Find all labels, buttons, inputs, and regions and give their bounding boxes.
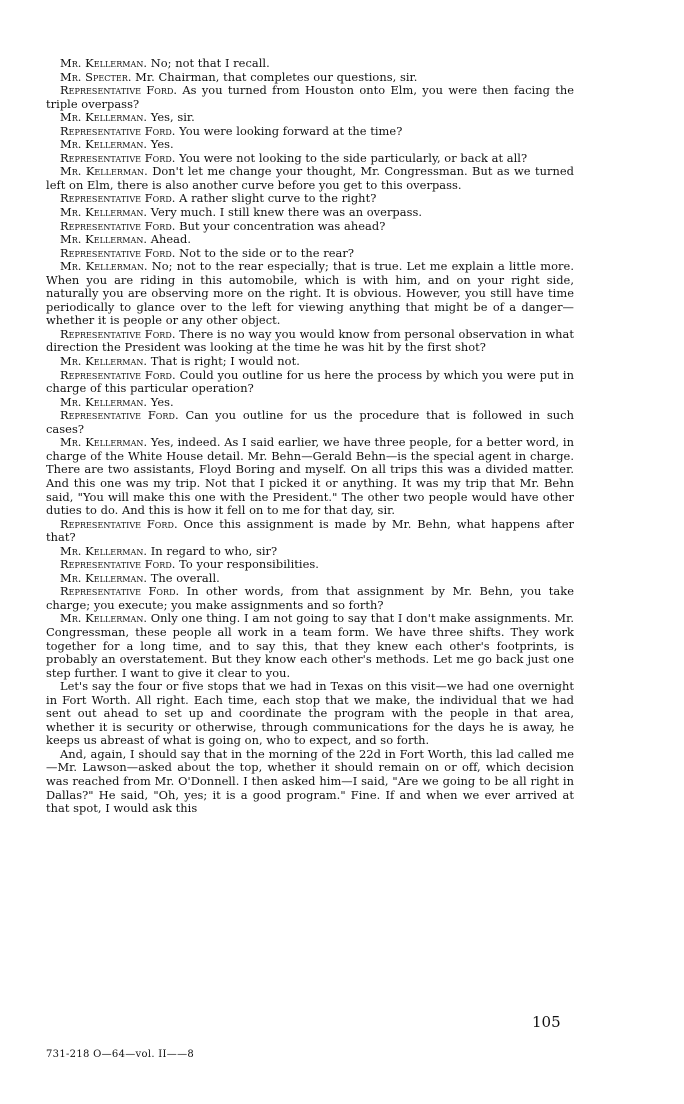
testimony-paragraph xyxy=(46,680,574,748)
speaker-name: Representative Ford. xyxy=(60,326,176,341)
testimony-paragraph xyxy=(46,84,574,111)
testimony-paragraph xyxy=(46,57,574,71)
statement-text: The overall. xyxy=(150,570,220,585)
testimony-paragraph xyxy=(46,369,574,396)
statement-text: A rather slight curve to the right? xyxy=(179,191,377,206)
statement-text: In regard to who, sir? xyxy=(150,543,278,558)
statement-text: No; not to the rear especially; that is true. Let me explain a little more. When you are riding in this automobile, which is with him, and on your right side, naturally you are observing more on the right. It is obvious. However, you still have time periodically to glance over to the left for viewing anything that might be of a danger—whether it is people or any other object. xyxy=(46,259,574,328)
statement-text: Yes. xyxy=(150,394,174,409)
speaker-name: Mr. Kellerman. xyxy=(60,543,148,558)
speaker-name: Mr. Kellerman. xyxy=(60,259,148,274)
speaker-name: Mr. Kellerman. xyxy=(60,394,148,409)
speaker-name: Mr. Kellerman. xyxy=(60,137,148,152)
testimony-paragraph xyxy=(46,518,574,545)
statement-text: Only one thing. I am not going to say that I don't make assignments. Mr. Congressman, these people all work in a team form. We have three shifts. They work together for a long time, and to say this, that they knew each other's footprints, is probably an overstatement. But they know each other's methods. Let me go back just one step further. I want to give it clear to you. xyxy=(46,611,575,680)
speaker-name: Representative Ford. xyxy=(60,150,176,165)
statement-text: Once this assignment is made by Mr. Behn, what happens after that? xyxy=(46,516,574,545)
speaker-name: Mr. Specter. xyxy=(60,69,132,84)
speaker-name: Representative Ford. xyxy=(60,408,179,423)
testimony-paragraph xyxy=(46,328,574,355)
statement-text: Let's say the four or five stops that we had in Texas on this visit—we had one overnight in Fort Worth. All right. Each time, each stop that we make, the individual that we had sent out ahead to set up and coordinate the program with the people in that area, whether it is security or otherwise, through communications for the days he is away, he keeps us abreast of what is going on, who to expect, and so forth. xyxy=(46,679,574,748)
statement-text: Very much. I still knew there was an overpass. xyxy=(150,205,423,220)
speaker-name: Representative Ford. xyxy=(60,218,176,233)
speaker-name: Mr. Kellerman. xyxy=(60,435,148,450)
statement-text: Yes. xyxy=(150,137,174,152)
statement-text: There is no way you would know from personal observation in what direction the President was looking at the time he was hit by the first shot? xyxy=(46,326,574,355)
speaker-name: Mr. Kellerman. xyxy=(60,611,148,626)
testimony-paragraph xyxy=(46,125,574,139)
testimony-paragraph xyxy=(46,396,574,410)
speaker-name: Representative Ford. xyxy=(60,516,178,531)
testimony-paragraph xyxy=(46,220,574,234)
statement-text: But your concentration was ahead? xyxy=(179,218,386,233)
testimony-paragraph xyxy=(46,572,574,586)
speaker-name: Representative Ford. xyxy=(60,584,180,599)
statement-text: To your responsibilities. xyxy=(179,557,319,572)
speaker-name: Mr. Kellerman. xyxy=(60,232,148,247)
testimony-paragraph xyxy=(46,192,574,206)
statement-text: Don't let me change your thought, Mr. Congressman. But as we turned left on Elm, there is also another curve before you get to this overpass. xyxy=(46,164,574,192)
print-footer: 731-218 O—64—vol. II——8 xyxy=(46,1049,195,1060)
testimony-paragraph xyxy=(46,355,574,369)
testimony-paragraph xyxy=(46,152,574,166)
speaker-name: Representative Ford. xyxy=(60,83,178,98)
testimony-paragraph xyxy=(46,71,574,85)
speaker-name: Mr. Kellerman. xyxy=(60,164,148,179)
testimony-paragraph xyxy=(46,585,574,612)
speaker-name: Representative Ford. xyxy=(60,245,176,260)
speaker-name: Mr. Kellerman. xyxy=(60,205,148,220)
speaker-name: Representative Ford. xyxy=(60,367,176,382)
statement-text: You were looking forward at the time? xyxy=(179,123,403,138)
speaker-name: Representative Ford. xyxy=(60,123,176,138)
statement-text: In other words, from that assignment by Mr. Behn, you take charge; you execute; you make assignments and so forth? xyxy=(46,584,574,612)
page-number: 105 xyxy=(532,1013,561,1031)
testimony-paragraph xyxy=(46,409,574,436)
speaker-name: Mr. Kellerman. xyxy=(60,570,148,585)
speaker-name: Representative Ford. xyxy=(60,191,176,206)
testimony-paragraph xyxy=(46,545,574,559)
speaker-name: Mr. Kellerman. xyxy=(60,110,148,125)
testimony-paragraph xyxy=(46,111,574,125)
statement-text: Yes, sir. xyxy=(150,110,195,125)
testimony-paragraph xyxy=(46,247,574,261)
speaker-name: Mr. Kellerman. xyxy=(60,354,148,369)
testimony-paragraph xyxy=(46,233,574,247)
speaker-name: Representative Ford. xyxy=(60,557,176,572)
statement-text: Yes, indeed. As I said earlier, we have three people, for a better word, in charge of the White House detail. Mr. Behn—Gerald Behn—is the special agent in charge. There are two assistants, Floyd Boring and myself. On all trips this was a divided matter. And this one was my trip. Not that I picked it or anything. It was my trip that Mr. Behn said, "You will make this one with the President." The other two people would have other duties to do. And this is how it fell on to me for that day, sir. xyxy=(46,435,574,518)
speaker-name: Mr. Kellerman. xyxy=(60,56,148,70)
statement-text: Mr. Chairman, that completes our questions, sir. xyxy=(135,69,418,84)
testimony-paragraph xyxy=(46,612,574,680)
testimony-paragraph xyxy=(46,206,574,220)
testimony-paragraph xyxy=(46,436,574,517)
statement-text: And, again, I should say that in the morning of the 22d in Fort Worth, this lad called me—Mr. Lawson—asked about the top, whether it should remain on or off, which decision was reached from Mr. O'Donnell. I then asked him—I said, "Are we going to be all right in Dallas?" He said, "Oh, yes; it is a good program." Fine. If and when we ever arrived at that spot, I would ask this xyxy=(46,746,574,816)
statement-text: Could you outline for us here the process by which you were put in charge of this particular operation? xyxy=(46,367,574,396)
testimony-paragraph xyxy=(46,558,574,572)
statement-text: Not to the side or to the rear? xyxy=(179,245,354,260)
testimony-text xyxy=(46,57,574,816)
statement-text: That is right; I would not. xyxy=(150,354,300,369)
statement-text: As you turned from Houston onto Elm, you were then facing the triple overpass? xyxy=(46,83,574,111)
statement-text: Can you outline for us the procedure that is followed in such cases? xyxy=(46,408,574,436)
statement-text: No; not that I recall. xyxy=(150,56,270,70)
statement-text: Ahead. xyxy=(150,232,192,247)
testimony-paragraph xyxy=(46,165,574,192)
testimony-paragraph xyxy=(46,138,574,152)
testimony-paragraph xyxy=(46,748,574,816)
testimony-paragraph xyxy=(46,260,574,328)
statement-text: You were not looking to the side particularly, or back at all? xyxy=(179,150,528,165)
